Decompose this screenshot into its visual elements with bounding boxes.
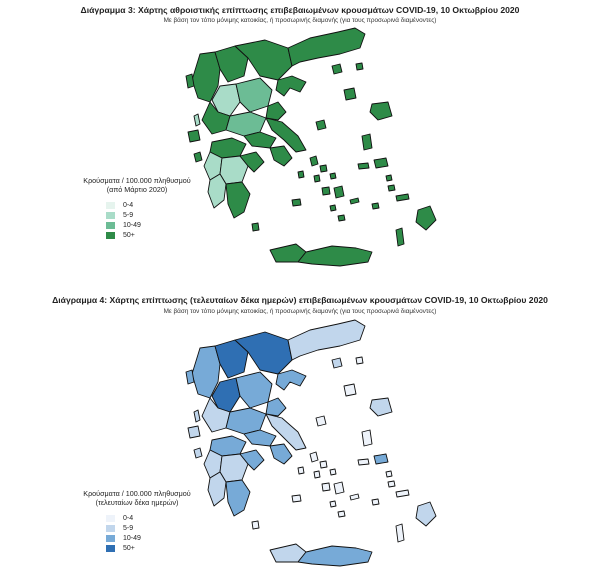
region-east-macedonia-thrace xyxy=(288,320,365,360)
island-kea xyxy=(298,171,304,178)
legend-entry xyxy=(106,533,198,543)
map-title: Διάγραμμα 4: Χάρτης επίπτωσης (τελευταίων δέκα ημερών) επιβεβαιωμένων κρουσμάτων COVID-19, 10 Οκτωβρίου 2020 xyxy=(52,295,548,305)
legend-swatch xyxy=(106,525,115,532)
island-syros xyxy=(314,471,320,478)
island-skyros xyxy=(316,120,326,130)
island-thasos xyxy=(332,64,342,74)
legend-label: 50+ xyxy=(123,231,135,239)
greece-map-ten-day xyxy=(160,316,450,576)
region-attica xyxy=(270,146,292,166)
region-chalkidiki xyxy=(276,370,306,390)
legend-items xyxy=(106,513,198,553)
region-euboea xyxy=(266,414,306,450)
region-attica xyxy=(270,444,292,464)
island-paros xyxy=(322,483,330,491)
island-chios xyxy=(362,134,372,150)
legend-label: 0-4 xyxy=(123,201,134,209)
legend-label: 5-9 xyxy=(123,211,134,219)
map-subtitle: Με βάση τον τόπο μόνιμης κατοικίας, ή προσωρινής διαμονής (για τους προσωρινά διαμένοντες) xyxy=(163,308,437,315)
map-legend xyxy=(76,489,198,553)
island-ios xyxy=(330,501,336,507)
legend-label: 50+ xyxy=(123,544,135,552)
region-messinia xyxy=(208,174,226,208)
region-east-macedonia-thrace xyxy=(288,28,365,66)
island-mykonos xyxy=(330,469,336,475)
legend-title: Κρούσματα / 100.000 πληθυσμού (τελευταίων δέκα ημερών) xyxy=(83,489,191,507)
island-samothrace xyxy=(356,63,363,70)
island-ios xyxy=(330,205,336,211)
legend-entry xyxy=(106,210,198,220)
island-samothrace xyxy=(356,357,363,364)
legend-swatch xyxy=(106,232,115,239)
legend-swatch xyxy=(106,515,115,522)
cumulative-incidence-panel xyxy=(0,0,600,290)
island-leros xyxy=(386,175,392,181)
island-lesvos xyxy=(370,102,392,120)
region-thessaly-east xyxy=(236,372,272,408)
legend-label: 0-4 xyxy=(123,514,134,522)
legend-entry xyxy=(106,543,198,553)
island-corfu xyxy=(186,74,194,88)
island-crete-east xyxy=(298,246,372,266)
region-boeotia xyxy=(244,430,276,446)
island-limnos xyxy=(344,88,356,100)
island-kythira xyxy=(252,223,259,231)
island-milos xyxy=(292,495,301,502)
legend-swatch xyxy=(106,222,115,229)
island-zakynthos xyxy=(194,152,202,162)
island-paros xyxy=(322,187,330,195)
legend-label: 10-49 xyxy=(123,534,141,542)
island-leros xyxy=(386,471,392,477)
island-corfu xyxy=(186,370,194,384)
island-astypalaia xyxy=(372,499,379,505)
island-lesvos xyxy=(370,398,392,416)
island-syros xyxy=(314,175,320,182)
legend-items xyxy=(106,200,198,240)
island-thasos xyxy=(332,358,342,368)
island-karpathos xyxy=(396,524,404,542)
island-ikaria xyxy=(358,459,369,465)
island-santorini xyxy=(338,215,345,221)
island-kea xyxy=(298,467,304,474)
island-astypalaia xyxy=(372,203,379,209)
island-lefkada xyxy=(194,114,200,126)
island-kythira xyxy=(252,521,259,529)
legend-swatch xyxy=(106,545,115,552)
map-title: Διάγραμμα 3: Χάρτης αθροιστικής επίπτωσης επιβεβαιωμένων κρουσμάτων COVID-19, 10 Οκτωβρίου 2020 xyxy=(80,5,520,15)
island-naxos xyxy=(334,186,344,198)
island-andros xyxy=(310,156,318,166)
legend-entry xyxy=(106,513,198,523)
legend-label: 10-49 xyxy=(123,221,141,229)
island-rhodes xyxy=(416,502,436,526)
map-subtitle: Με βάση τον τόπο μόνιμης κατοικίας, ή προσωρινής διαμονής (για τους προσωρινά διαμένοντες) xyxy=(163,17,437,24)
region-euboea xyxy=(266,118,306,152)
island-kalymnos xyxy=(388,185,395,191)
island-kefalonia xyxy=(188,426,200,438)
island-lefkada xyxy=(194,410,200,422)
island-tinos xyxy=(320,165,327,172)
legend-entry xyxy=(106,220,198,230)
island-naxos xyxy=(334,482,344,494)
island-amorgos xyxy=(350,198,359,204)
island-limnos xyxy=(344,384,356,396)
legend-entry xyxy=(106,523,198,533)
region-boeotia xyxy=(244,132,276,148)
region-laconia xyxy=(226,182,250,218)
ten-day-incidence-panel xyxy=(0,292,600,587)
island-kalymnos xyxy=(388,481,395,487)
island-ikaria xyxy=(358,163,369,169)
island-crete-east xyxy=(298,546,372,566)
legend-swatch xyxy=(106,535,115,542)
legend-swatch xyxy=(106,212,115,219)
greece-map-cumulative xyxy=(160,24,450,276)
island-andros xyxy=(310,452,318,462)
island-kos xyxy=(396,490,409,497)
region-thessaly-east xyxy=(236,78,272,112)
island-tinos xyxy=(320,461,327,468)
island-samos xyxy=(374,158,388,168)
island-karpathos xyxy=(396,228,404,246)
legend-swatch xyxy=(106,202,115,209)
island-zakynthos xyxy=(194,448,202,458)
region-messinia xyxy=(208,472,226,506)
map-legend xyxy=(76,176,198,240)
legend-title: Κρούσματα / 100.000 πληθυσμού (από Μάρτιο 2020) xyxy=(83,176,191,194)
island-samos xyxy=(374,454,388,464)
island-kos xyxy=(396,194,409,201)
island-amorgos xyxy=(350,494,359,500)
legend-label: 5-9 xyxy=(123,524,134,532)
region-laconia xyxy=(226,480,250,516)
island-kefalonia xyxy=(188,130,200,142)
region-magnesia xyxy=(266,398,286,416)
island-santorini xyxy=(338,511,345,517)
region-magnesia xyxy=(266,102,286,120)
legend-entry xyxy=(106,200,198,210)
island-chios xyxy=(362,430,372,446)
legend-entry xyxy=(106,230,198,240)
island-skyros xyxy=(316,416,326,426)
island-mykonos xyxy=(330,173,336,179)
region-chalkidiki xyxy=(276,76,306,96)
island-rhodes xyxy=(416,206,436,230)
island-milos xyxy=(292,199,301,206)
